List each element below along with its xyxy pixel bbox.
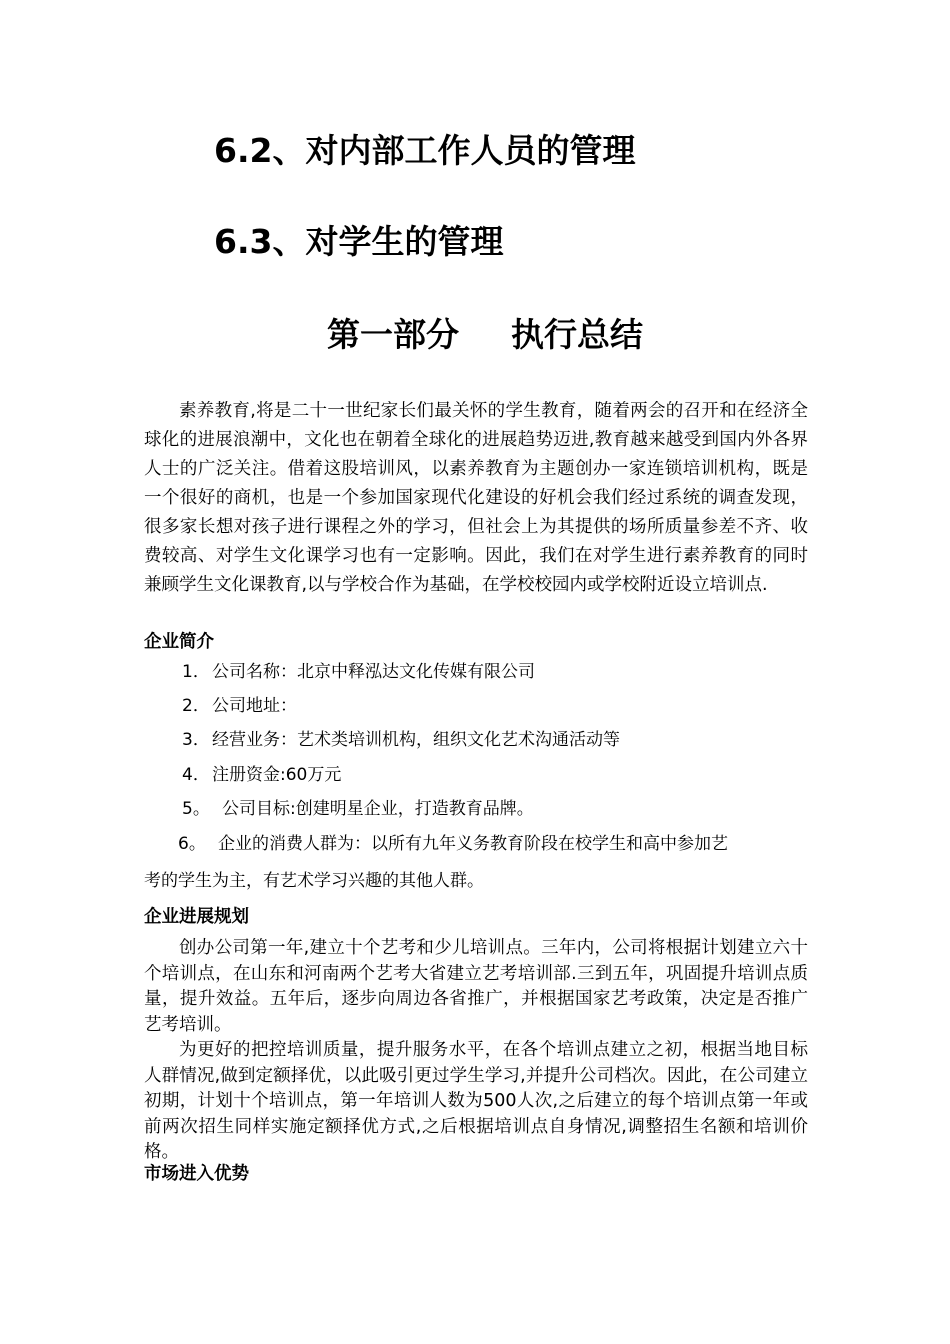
list-item-number: 1． xyxy=(182,662,210,682)
part-title xyxy=(0,313,950,357)
list-item xyxy=(178,832,808,856)
list-item xyxy=(182,728,620,752)
section-heading-company-profile: 企业简介 xyxy=(144,632,214,652)
toc-heading-6-3: 6.3、对学生的管理 xyxy=(214,222,504,261)
list-item xyxy=(182,660,535,684)
list-item-text: 企业的消费人群为：以所有九年义务教育阶段在校学生和高中参加艺 xyxy=(218,834,728,854)
list-item xyxy=(182,694,297,718)
toc-heading-6-2: 6.2、对内部工作人员的管理 xyxy=(214,131,636,170)
plan-paragraph-2: 为更好的把控培训质量，提升服务水平，在各个培训点建立之初，根据当地目标人群情况,做到定额择优，以此吸引更过学生学习,并提升公司档次。因此，在公司建立初期，计划十个培训点，第一年培训人数为500人次,之后建立的每个培训点第一年或前两次招生同样实施定额择优方式,之后根据培训点自身情况,调整招生名额和培训价格。 xyxy=(144,1040,808,1162)
list-item-number: 6。 xyxy=(178,834,206,854)
list-item xyxy=(182,763,341,787)
list-item-number: 4． xyxy=(182,765,210,785)
list-item-number: 3． xyxy=(182,730,210,750)
intro-paragraph: 素养教育,将是二十一世纪家长们最关怀的学生教育，随着两会的召开和在经济全球化的进展浪潮中，文化也在朝着全球化的进展趋势迈进,教育越来越受到国内外各界人士的广泛关注。借着这股培训风，以素养教育为主题创办一家连锁培训机构，既是一个很好的商机，也是一个参加国家现代化建设的好机会我们经过系统的调查发现，很多家长想对孩子进行课程之外的学习，但社会上为其提供的场所质量参差不齐、收费较高、对学生文化课学习也有一定影响。因此，我们在对学生进行素养教育的同时兼顾学生文化课教育,以与学校合作为基础，在学校校园内或学校附近设立培训点. xyxy=(144,401,808,595)
list-item-number: 5。 xyxy=(182,799,210,819)
list-item-number: 2． xyxy=(182,696,210,716)
list-item-text: 公司地址： xyxy=(212,696,297,716)
list-item-continuation: 考的学生为主，有艺术学习兴趣的其他人群。 xyxy=(144,871,484,891)
plan-paragraph-1: 创办公司第一年,建立十个艺考和少儿培训点。三年内，公司将根据计划建立六十个培训点，在山东和河南两个艺考大省建立艺考培训部.三到五年，巩固提升培训点质量，提升效益。五年后，逐步向周边各省推广，并根据国家艺考政策，决定是否推广艺考培训。 xyxy=(144,938,808,1035)
section-heading-development-plan: 企业进展规划 xyxy=(144,907,249,927)
part-title-right: 执行总结 xyxy=(511,315,643,354)
list-item-text: 注册资金:60万元 xyxy=(212,765,342,785)
list-item-text: 公司目标:创建明星企业，打造教育品牌。 xyxy=(222,799,534,819)
part-title-left: 第一部分 xyxy=(327,315,459,354)
list-item xyxy=(182,797,534,821)
list-item-text: 经营业务：艺术类培训机构，组织文化艺术沟通活动等 xyxy=(212,730,620,750)
section-heading-market-advantage: 市场进入优势 xyxy=(144,1164,249,1184)
list-item-text: 公司名称：北京中释泓达文化传媒有限公司 xyxy=(212,662,535,682)
